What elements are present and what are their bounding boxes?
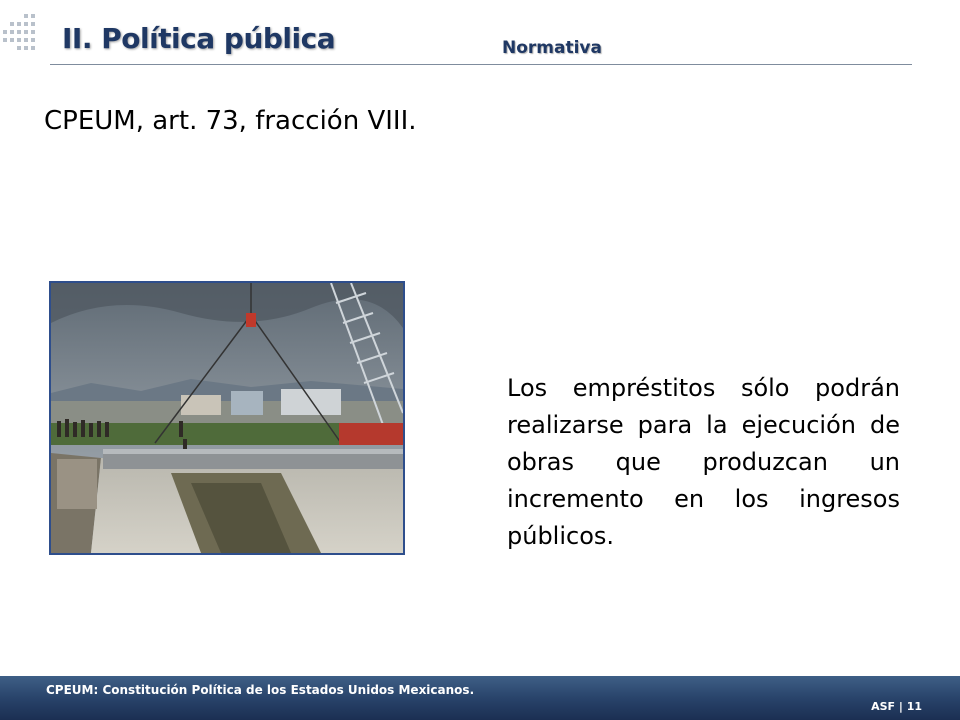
decorative-dots-icon: [0, 14, 44, 54]
bridge-construction-photo: [49, 281, 405, 555]
page-number: ASF | 11: [871, 700, 922, 713]
footer-abbreviation-note: CPEUM: Constitución Política de los Estados Unidos Mexicanos.: [46, 683, 475, 697]
slide-subtitle: Normativa: [502, 38, 602, 58]
legal-citation: CPEUM, art. 73, fracción VIII.: [44, 106, 417, 136]
header-divider: [50, 64, 912, 65]
photo-illustration: [51, 283, 403, 553]
slide-title: II. Política pública: [62, 22, 336, 55]
body-paragraph: Los empréstitos sólo podrán realizarse para la ejecución de obras que produzcan un incremento en los ingresos públicos.: [507, 374, 900, 550]
